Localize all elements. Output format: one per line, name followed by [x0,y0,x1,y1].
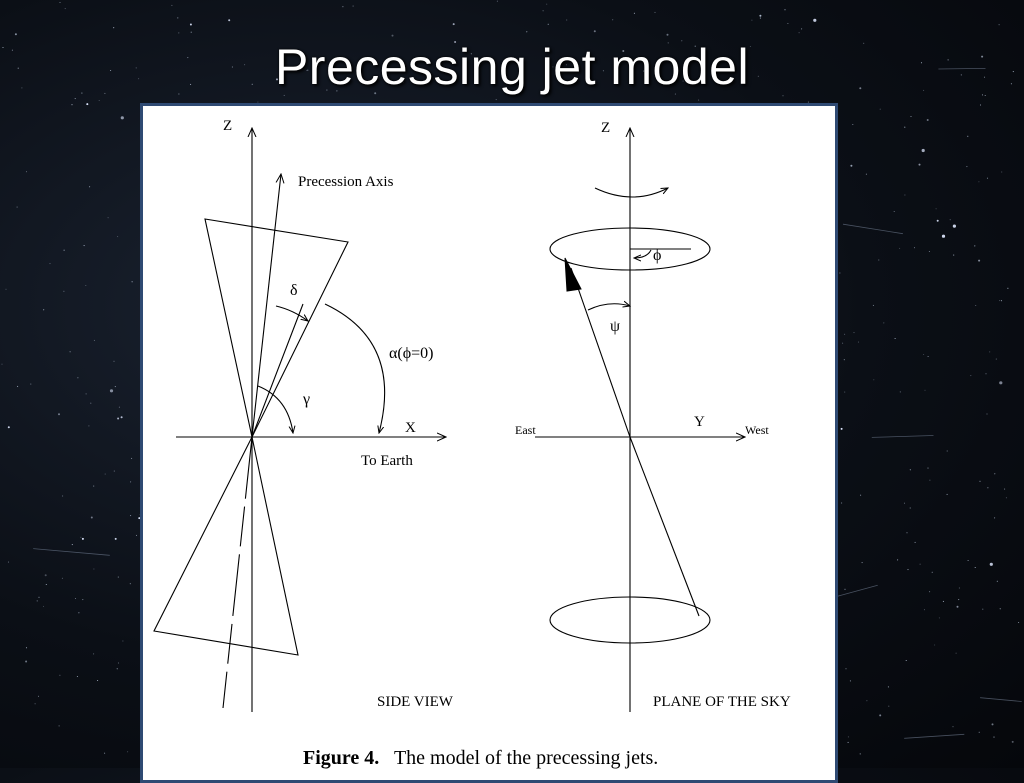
figure-caption [303,747,658,769]
plane-of-sky-view [535,128,745,712]
phi-label: ϕ [653,247,661,264]
phi-arc [634,250,651,258]
precession-axis-label: Precession Axis [298,174,394,190]
west-label: West [745,423,769,437]
alpha-label: α(ϕ=0) [389,345,433,362]
delta-label: δ [290,282,298,299]
caption-text: The model of the precessing jets. [394,747,658,769]
side-view-panel-label: SIDE VIEW [377,694,454,710]
side-z-label: Z [223,118,232,134]
alpha-arc [325,304,385,433]
jet-line-upper [571,268,630,437]
lower-jet-cone [154,437,298,655]
sky-panel-label: PLANE OF THE SKY [653,694,791,710]
side-view [154,128,446,712]
slide-title: Precessing jet model [0,38,1024,96]
jet-arrowhead [565,258,581,291]
gamma-label: γ [302,391,310,408]
jet-line-lower [630,437,699,616]
sky-y-label: Y [694,414,705,430]
precessing-jet-diagram [143,106,835,780]
to-earth-label: To Earth [361,453,413,469]
rotation-arrow [595,188,668,197]
side-x-label: X [405,420,416,436]
psi-label: ψ [610,318,620,335]
caption-prefix: Figure 4. [303,747,379,769]
sky-z-label: Z [601,120,610,136]
delta-arc [276,306,308,321]
figure-panel [140,103,838,783]
upper-jet-cone [205,219,348,437]
gamma-arc [258,386,293,433]
east-label: East [515,423,536,437]
psi-arc [588,304,630,310]
precession-axis-lower [223,437,252,708]
